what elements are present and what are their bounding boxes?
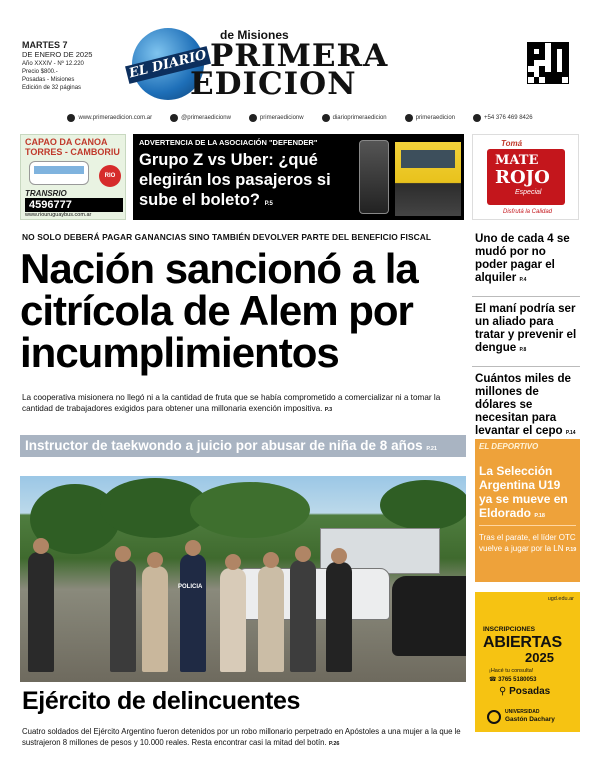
ad-destinations-2: TORRES - CAMBORIU	[25, 147, 120, 157]
contact-website[interactable]	[67, 114, 152, 122]
ad-year: 2025	[525, 650, 554, 665]
sidebar-story-rent[interactable]	[475, 232, 580, 287]
x-icon	[170, 114, 178, 122]
ad-line2: ABIERTAS	[483, 634, 562, 651]
photo-lead-text: Cuatro soldados del Ejército Argentino fueron detenidos por un robo millonario perpetrado en Apóstoles a una mujer a la que le sustrajeron 8 millones de pesos y 10.000 reales. Resta encontrar casi la mitad del botín.	[22, 727, 461, 747]
page-ref: P.5	[264, 201, 273, 207]
ad-website: www.riouruguaybus.com.ar	[25, 212, 92, 218]
mate-rojo-ad[interactable]	[472, 134, 579, 220]
sidebar-text: Uno de cada 4 se mudó por no poder pagar el alquiler	[475, 232, 570, 284]
masthead	[0, 0, 600, 108]
ad-city-name: Posadas	[509, 686, 551, 697]
feature-story[interactable]	[133, 134, 464, 220]
ad-phone: ☎ 3765 5180053	[489, 677, 537, 683]
issue-place: Posadas - Misiones	[22, 77, 75, 83]
qr-module	[562, 77, 568, 83]
tree-shape	[190, 482, 310, 538]
sidebar-text: Cuántos miles de millones de dólares se necesitan para levantar el cepo	[475, 372, 571, 437]
ad-toma: Tomá	[501, 139, 523, 148]
car-shape	[392, 576, 466, 656]
officer-figure	[28, 552, 54, 672]
contact-text: +54 376 469 8426	[484, 115, 533, 121]
contact-x[interactable]	[170, 114, 231, 122]
tree-shape	[380, 480, 466, 530]
officer-figure	[290, 560, 316, 672]
date-block	[22, 40, 122, 92]
sidebar-story-peanut[interactable]	[475, 302, 580, 357]
ad-city: ⚲ Posadas	[499, 686, 551, 697]
logo-brand-line2: EDICION	[190, 66, 357, 102]
sidebar-text: El maní podría ser un aliado para tratar y prevenir el dengue	[475, 302, 577, 354]
issue-day: MARTES 7	[22, 40, 68, 50]
feature-headline	[139, 150, 371, 214]
sports-secondary-text: Tras el parate, el líder OTC vuelve a jugar por la LN	[479, 533, 576, 553]
main-headline[interactable]: Nación sancionó a la citrícola de Alem por incumplimientos	[20, 245, 418, 376]
page-ref: P.8	[519, 347, 527, 353]
ad-especial: Especial	[515, 189, 542, 196]
detainee-figure	[258, 566, 284, 672]
ad-brand: TRANSRIO	[25, 189, 67, 198]
contact-youtube[interactable]	[405, 114, 455, 122]
photo-headline[interactable]: Ejército de delincuentes	[22, 687, 300, 715]
page-ref: P.18	[534, 513, 545, 519]
edition-number: Año XXXIV - Nº 12.220	[22, 61, 84, 67]
logo-region: de Misiones	[220, 28, 289, 42]
teaser-text: Instructor de taekwondo a juicio por abusar de niña de 8 años	[25, 438, 423, 453]
university-crest-icon	[487, 710, 501, 724]
issue-price: Precio $800.-	[22, 69, 58, 75]
ad-univ1: UNIVERSIDAD	[505, 709, 540, 715]
photo-lead	[22, 727, 468, 749]
page-ref: P.19	[565, 547, 577, 553]
page-ref: P.26	[328, 740, 340, 747]
feature-headline-text: Grupo Z vs Uber: ¿qué elegirán los pasajeros si sube el boleto?	[139, 151, 331, 209]
ad-phone-number: 3765 5180053	[498, 677, 537, 683]
arrest-photo	[20, 476, 466, 682]
page-ref: P.21	[426, 446, 437, 452]
detainee-figure	[142, 566, 168, 672]
ad-rojo: ROJO	[495, 167, 550, 188]
sports-secondary	[479, 532, 577, 556]
ad-line1: INSCRIPCIONES	[483, 626, 536, 633]
officer-figure	[110, 560, 136, 672]
globe-icon	[67, 114, 75, 122]
contact-text: diarioprimeraedicion	[332, 115, 387, 121]
ugd-ad[interactable]	[475, 592, 580, 732]
youtube-icon	[405, 114, 413, 122]
issue-date: DE ENERO DE 2025	[22, 50, 93, 59]
instagram-icon	[249, 114, 257, 122]
divider	[472, 366, 580, 367]
whatsapp-icon	[473, 114, 481, 122]
contact-text: www.primeraedicion.com.ar	[78, 115, 153, 121]
main-lead-text: La cooperativa misionera no llegó ni a la cantidad de fruta que se había comprometido a comercializar ni a tomar la cantidad de trabajadores exigidos para obtener una millonaria exención impositiva.	[22, 393, 441, 413]
contact-bar	[0, 108, 600, 128]
facebook-icon	[322, 114, 330, 122]
newspaper-logo[interactable]	[127, 18, 462, 102]
detainee-figure	[220, 568, 246, 672]
contact-facebook[interactable]	[322, 114, 387, 122]
phone-photo	[359, 140, 389, 214]
contact-whatsapp[interactable]	[473, 114, 533, 122]
teaser-band[interactable]	[20, 435, 466, 457]
contact-text: primeraedicionw	[259, 115, 304, 121]
issue-pages: Edición de 32 páginas	[22, 85, 82, 91]
divider	[479, 525, 576, 526]
ad-destinations-1: CAPAO DA CANOA	[25, 137, 108, 147]
sports-headline	[479, 464, 577, 523]
main-overline: NO SOLO DEBERÁ PAGAR GANANCIAS SINO TAMBIÉN DEVOLVER PARTE DEL BENEFICIO FISCAL	[22, 232, 432, 242]
bus-photo	[395, 142, 461, 216]
sports-section[interactable]	[475, 439, 580, 582]
ad-mate: MATE	[495, 153, 539, 168]
page-ref: P.3	[324, 407, 333, 413]
sports-label: EL DEPORTIVO	[479, 442, 539, 451]
ad-site: ugd.edu.ar	[547, 596, 574, 602]
bus-icon	[29, 161, 89, 185]
page-ref: P.14	[565, 430, 576, 436]
contact-text: @primeraedicionw	[181, 115, 231, 121]
contact-text: primeraedicion	[415, 115, 455, 121]
vest-label: POLICIA	[178, 584, 203, 590]
logo-ribbon: EL DIARIO	[125, 46, 211, 84]
main-lead	[22, 392, 464, 416]
logo-brand-line1: PRIMERA	[210, 38, 389, 74]
page-ref: P.4	[519, 277, 527, 283]
sports-headline-text: La Selección Argentina U19 ya se mueve en Eldorado	[479, 464, 568, 520]
ad-badge: RIO	[99, 165, 121, 187]
sidebar-story-cepo[interactable]	[475, 372, 580, 440]
ad-phone: 4596777	[25, 198, 123, 212]
qr-code[interactable]	[527, 42, 569, 84]
transrio-ad[interactable]	[20, 134, 126, 220]
contact-instagram[interactable]	[249, 114, 304, 122]
divider	[472, 296, 580, 297]
ad-univ2: Gastón Dachary	[505, 716, 555, 723]
officer-figure	[180, 554, 206, 672]
feature-kicker: ADVERTENCIA DE LA ASOCIACIÓN "DEFENDER"	[139, 138, 318, 147]
ad-tagline: Disfrutá la Calidad	[503, 209, 553, 215]
officer-figure	[326, 562, 352, 672]
ad-consult: ¡Hacé tu consulta!	[489, 668, 534, 674]
